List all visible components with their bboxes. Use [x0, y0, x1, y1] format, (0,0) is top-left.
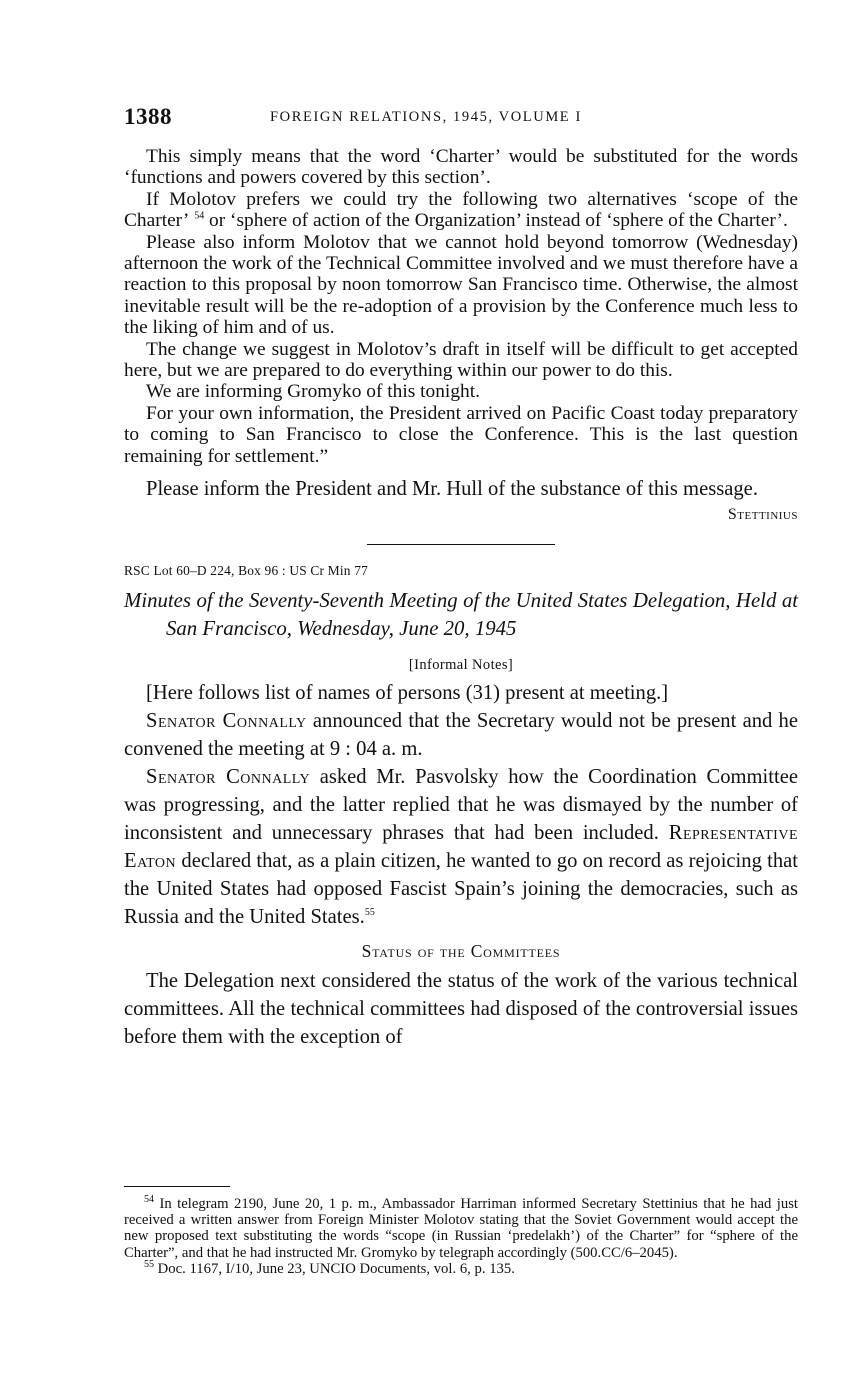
- speaker-name: Senator Connally: [146, 766, 311, 789]
- section-divider: [367, 544, 555, 545]
- section-heading: Status of the Committees: [361, 941, 561, 962]
- telegram-quote: [124, 146, 798, 467]
- footnote-marker: 54: [144, 1194, 154, 1206]
- quote-paragraph: We are informing Gromyko of this tonight.: [146, 381, 480, 403]
- page: [124, 100, 798, 1051]
- closing-paragraph: Please inform the President and Mr. Hull of the substance of this message.: [146, 478, 758, 501]
- footnotes: [124, 1196, 798, 1277]
- quote-paragraph: The change we suggest in Molotov’s draft in itself will be difficult to get accepted here, but we are prepared to do everything within our power to do this.: [124, 338, 798, 382]
- quote-paragraph: For your own information, the President arrived on Pacific Coast today preparatory to coming to San Francisco to close the Conference. This is the last question remaining for settlement.”: [124, 402, 798, 467]
- document-note: [Informal Notes]: [408, 657, 514, 674]
- minutes-body: [124, 679, 798, 931]
- footnote-text: In telegram 2190, June 20, 1 p. m., Ambassador Harriman informed Secretary Stettinius that he had just received a written answer from Foreign Minister Molotov stating that the Soviet Government would accept the new proposed text substituting the words “scope (in Russian ‘predelakh’) of the Charter” for “sphere of the Charter”, and that he had instructed Mr. Gromyko by telegraph accordingly (500.CC/6–2045).: [124, 1196, 798, 1261]
- speaker-name: Senator Connally: [146, 710, 307, 733]
- minutes-paragraph: [Here follows list of names of persons (31) present at meeting.]: [146, 682, 669, 705]
- quote-text: If Molotov prefers we could try the following two alternatives ‘scope of the Charter’: [124, 188, 798, 232]
- quote-paragraph: [124, 189, 798, 232]
- minutes-text: asked Mr. Pasvolsky how the Coordination Committee was progressing, and the latter replied that he was dismayed by the number of inconsistent and unnecessary phrases that had been included.: [124, 766, 799, 845]
- closing-block: [124, 475, 798, 503]
- minutes-paragraph: The Delegation next considered the status of the work of the various technical committees. All the technical committees had disposed of the controversial issues before them with the exception of: [124, 970, 798, 1049]
- footnote: [124, 1196, 798, 1261]
- footnote-ref-54[interactable]: 54: [194, 210, 205, 222]
- footnote-ref-55[interactable]: 55: [364, 907, 375, 919]
- footnote-rule: [124, 1186, 230, 1187]
- quote-text: or ‘sphere of action of the Organization’ instead of ‘sphere of the Charter’.: [209, 210, 788, 232]
- minutes-paragraph: [124, 763, 798, 931]
- footnote-text: Doc. 1167, I/10, June 23, UNCIO Documents, vol. 6, p. 135.: [157, 1260, 515, 1277]
- signature: Stettinius: [727, 506, 798, 524]
- document-title: Minutes of the Seventy-Seventh Meeting of the United States Delegation, Held at San Francisco, Wednesday, June 20, 1945: [124, 589, 798, 641]
- minutes-text: announced that the Secretary would not be present and he convened the meeting at 9 : 04 a. m.: [124, 710, 798, 761]
- running-head: [124, 100, 798, 136]
- footnote-marker: 55: [144, 1258, 154, 1270]
- quote-paragraph: This simply means that the word ‘Charter’ would be substituted for the words ‘functions and powers covered by this section’.: [124, 146, 798, 189]
- running-title: FOREIGN RELATIONS, 1945, VOLUME I: [270, 109, 582, 125]
- page-number: 1388: [124, 104, 172, 129]
- footnote: [124, 1258, 798, 1277]
- minutes-paragraph: [124, 707, 798, 763]
- quote-paragraph: Please also inform Molotov that we cannot hold beyond tomorrow (Wednesday) afternoon the work of the Technical Committee involved and we must therefore have a reaction to this proposal by noon tomorrow San Francisco time. Otherwise, the almost inevitable result will be the re-adoption of a provision by the Conference much less to the liking of him and of us.: [124, 231, 798, 339]
- minutes-body-continued: [124, 967, 798, 1051]
- minutes-text: declared that, as a plain citizen, he wanted to go on record as rejoicing that the United States had opposed Fascist Spain’s joining the democracies, such as Russia and the United States.: [124, 850, 798, 929]
- document-source: RSC Lot 60–D 224, Box 96 : US Cr Min 77: [124, 563, 369, 579]
- speaker-name: Representative Eaton: [124, 822, 798, 873]
